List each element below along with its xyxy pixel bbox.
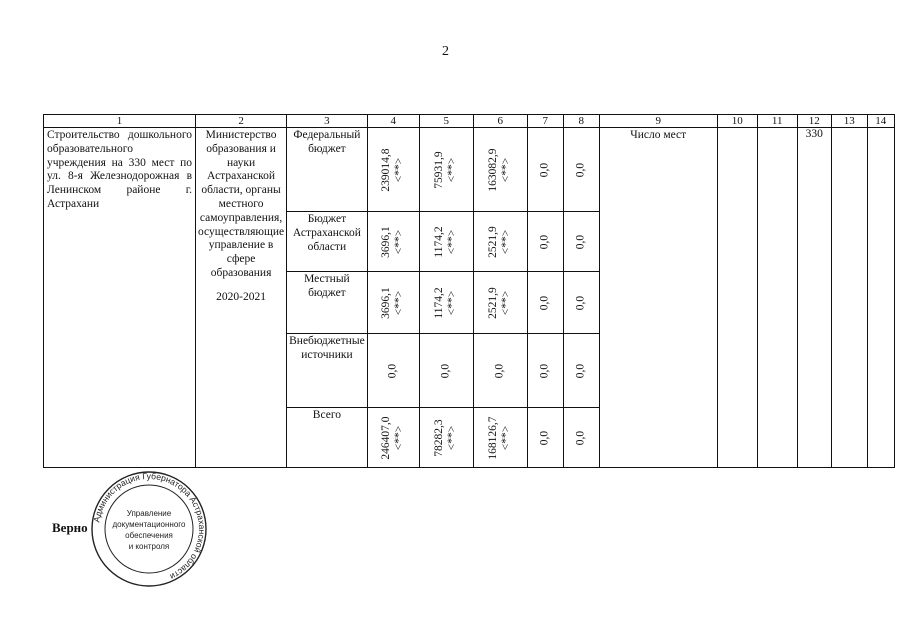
value: 3696,1 — [380, 225, 393, 258]
value: 163082,9 — [487, 147, 500, 192]
header-cell: 8 — [563, 115, 599, 128]
stamp-inner-line: документационного — [112, 520, 186, 529]
footnote-mark: <**> — [446, 425, 459, 450]
value: 0,0 — [439, 363, 452, 378]
value-cell — [473, 128, 527, 212]
value-cell — [419, 212, 473, 272]
value-cell — [563, 128, 599, 212]
value: 168126,7 — [487, 415, 500, 460]
value: 3696,1 — [380, 286, 393, 319]
footnote-mark: <**> — [500, 229, 513, 254]
value-cell — [563, 408, 599, 468]
value-cell — [527, 212, 563, 272]
value: 0,0 — [574, 295, 587, 310]
value-cell — [419, 128, 473, 212]
funding-source: Внебюджетные источники — [287, 334, 368, 408]
empty-cell — [867, 128, 894, 468]
value: 0,0 — [386, 363, 399, 378]
value: 246407,0 — [380, 415, 393, 460]
value: 0,0 — [574, 162, 587, 177]
funding-source: Бюджет Астраханской области — [287, 212, 368, 272]
executor-cell — [196, 128, 287, 468]
funding-source: Всего — [287, 408, 368, 468]
value: 0,0 — [538, 363, 551, 378]
value-cell — [563, 334, 599, 408]
footnote-mark: <**> — [393, 157, 406, 182]
value: 0,0 — [538, 162, 551, 177]
certification-word: Верно — [52, 520, 88, 535]
value: 0,0 — [574, 234, 587, 249]
header-cell: 7 — [527, 115, 563, 128]
value: 239014,8 — [380, 147, 393, 192]
footnote-mark: <**> — [446, 290, 459, 315]
value: 75931,9 — [433, 150, 446, 189]
value: 0,0 — [538, 430, 551, 445]
value-cell — [367, 272, 419, 334]
footnote-mark: <**> — [500, 157, 513, 182]
value: 0,0 — [538, 295, 551, 310]
official-stamp — [90, 470, 208, 588]
value: 2521,9 — [487, 225, 500, 258]
value-cell — [419, 272, 473, 334]
footnote-mark: <**> — [393, 229, 406, 254]
indicator-value: 330 — [797, 128, 831, 468]
value-cell — [473, 334, 527, 408]
value: 0,0 — [493, 363, 506, 378]
funding-source: Федеральный бюджет — [287, 128, 368, 212]
value: 1174,2 — [433, 225, 446, 258]
funding-source: Местный бюджет — [287, 272, 368, 334]
header-cell: 11 — [757, 115, 797, 128]
footnote-mark: <**> — [500, 425, 513, 450]
stamp-inner-line: обеспечения — [125, 531, 173, 540]
header-cell: 4 — [367, 115, 419, 128]
footnote-mark: <**> — [446, 157, 459, 182]
value-cell — [367, 128, 419, 212]
header-cell: 9 — [599, 115, 717, 128]
value: 1174,2 — [433, 286, 446, 319]
value-cell — [367, 408, 419, 468]
value: 0,0 — [574, 430, 587, 445]
value-cell — [563, 272, 599, 334]
value-cell — [473, 212, 527, 272]
value-cell — [367, 212, 419, 272]
value-cell — [527, 128, 563, 212]
value-cell — [367, 334, 419, 408]
stamp-inner-line: и контроля — [128, 542, 170, 551]
header-cell: 10 — [717, 115, 757, 128]
indicator-name: Число мест — [599, 128, 717, 468]
value: 0,0 — [538, 234, 551, 249]
project-description: Строительство дошкольного образовательного учреждения на 330 мест по ул. 8-я Железнодорожная в Ленинском районе г. Астрахани — [44, 128, 196, 468]
value-cell — [473, 408, 527, 468]
header-cell: 12 — [797, 115, 831, 128]
executor-text: Министерство образования и науки Астраханской области, органы местного самоуправления, осуществляющие управление в сфере образования — [198, 129, 285, 279]
header-cell: 6 — [473, 115, 527, 128]
page-number: 2 — [442, 44, 449, 59]
value: 78282,3 — [433, 418, 446, 457]
header-row — [44, 115, 895, 128]
value-cell — [563, 212, 599, 272]
value-cell — [473, 272, 527, 334]
stamp-inner-line: Управление — [126, 509, 172, 518]
value-cell — [419, 334, 473, 408]
header-cell: 13 — [831, 115, 867, 128]
header-cell: 14 — [867, 115, 894, 128]
header-cell: 2 — [196, 115, 287, 128]
value: 0,0 — [574, 363, 587, 378]
header-cell: 1 — [44, 115, 196, 128]
header-cell: 3 — [287, 115, 368, 128]
footnote-mark: <**> — [393, 290, 406, 315]
empty-cell — [717, 128, 757, 468]
empty-cell — [831, 128, 867, 468]
period-text: 2020-2021 — [216, 290, 266, 303]
header-cell: 5 — [419, 115, 473, 128]
value-cell — [527, 272, 563, 334]
empty-cell — [757, 128, 797, 468]
value-cell — [419, 408, 473, 468]
footnote-mark: <**> — [393, 425, 406, 450]
value-cell — [527, 408, 563, 468]
footnote-mark: <**> — [500, 290, 513, 315]
value-cell — [527, 334, 563, 408]
value: 2521,9 — [487, 286, 500, 319]
program-table — [43, 114, 895, 468]
table-row — [44, 128, 895, 212]
footnote-mark: <**> — [446, 229, 459, 254]
stamp-outer-text: Администрация Губернатора Астраханской области — [91, 470, 208, 582]
